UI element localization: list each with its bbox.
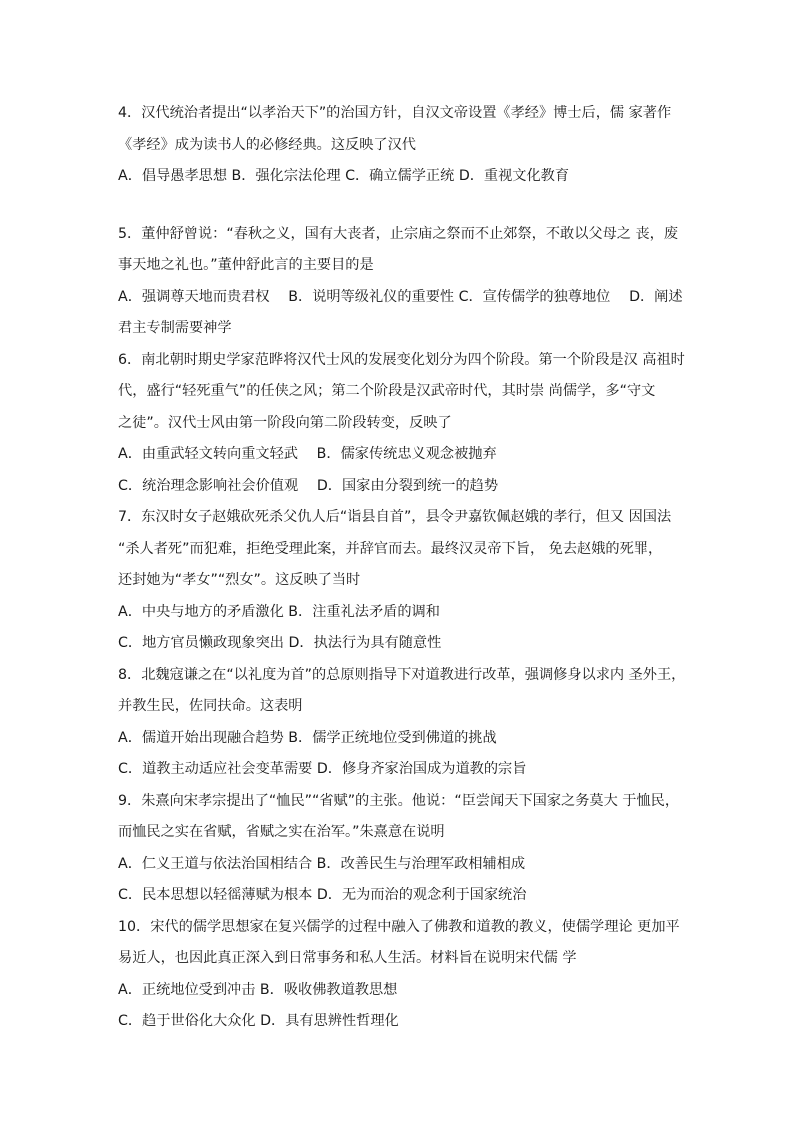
document-page [118, 98, 686, 1038]
question-stem-line: 9．朱熹向宋孝宗提出了“恤民”“省赋”的主张。他说：“臣尝闻天下国家之务莫大 于恤民， [118, 792, 680, 809]
answer-options: A．中央与地方的矛盾激化 B．注重礼法矛盾的调和 [118, 603, 440, 620]
question-stem-line: 8．北魏寇谦之在“以礼度为首”的总原则指导下对道教进行改革，强调修身以求内 圣外王， [118, 666, 686, 683]
question-stem-line: 4．汉代统治者提出“以孝治天下”的治国方针，自汉文帝设置《孝经》博士后，儒 家著作 [118, 105, 672, 121]
answer-options: A．由重武轻文转向重文轻武 B．儒家传统忠义观念被抛弃 [118, 446, 497, 462]
question-10 [118, 912, 680, 1038]
answer-options: C．统治理念影响社会价值观 D．国家由分裂到统一的趋势 [118, 477, 499, 494]
answer-options: C．地方官员懒政现象突出 D．执法行为具有随意性 [118, 635, 442, 651]
question-stem-line: 易近人，也因此真正深入到日常事务和私人生活。材料旨在说明宋代儒 学 [118, 950, 577, 966]
question-8 [118, 660, 686, 786]
question-4 [118, 98, 680, 193]
answer-options: A．仁义王道与依法治国相结合 B．改善民生与治理军政相辅相成 [118, 855, 526, 872]
question-stem-line: 而恤民之实在省赋，省赋之实在治军。”朱熹意在说明 [118, 824, 445, 840]
question-stem-line: 还封她为“孝女”“烈女”。这反映了当时 [118, 572, 361, 588]
question-stem-line: 《孝经》成为读书人的必修经典。这反映了汉代 [118, 136, 416, 153]
question-stem-line: 6．南北朝时期史学家范晔将汉代士风的发展变化划分为四个阶段。第一个阶段是汉 高祖时 [118, 351, 685, 368]
question-stem-line: 7．东汉时女子赵娥砍死杀父仇人后“诣县自首”，县令尹嘉钦佩赵娥的孝行，但又 因国法 [118, 509, 672, 525]
question-stem-line: “杀人者死”而犯难，拒绝受理此案，并辞官而去。最终汉灵帝下旨， 免去赵娥的死罪， [118, 540, 663, 557]
answer-options: C．民本思想以轻徭薄赋为根本 D．无为而治的观念利于国家统治 [118, 887, 527, 903]
question-stem-line: 之徒”。汉代士风由第一阶段向第二阶段转变，反映了 [118, 414, 452, 431]
question-stem-line: 事天地之礼也。”董仲舒此言的主要目的是 [118, 257, 374, 273]
question-stem-line: 代，盛行“轻死重气”的任侠之风；第二个阶段是汉武帝时代，其时崇 尚儒学，多“守文 [118, 383, 656, 399]
answer-options: C．道教主动适应社会变革需要 D．修身齐家治国成为道教的宗旨 [118, 761, 527, 777]
question-6 [118, 345, 685, 503]
question-stem-line: 并教生民，佐同扶命。这表明 [118, 698, 303, 714]
answer-options: A．强调尊天地而贵君权 B．说明等级礼仪的重要性 C．宣传儒学的独尊地位 D．阐述 [118, 288, 683, 305]
answer-options: A．正统地位受到冲击 B．吸收佛教道教思想 [118, 981, 398, 998]
spacer [118, 193, 680, 219]
answer-options: 君主专制需要神学 [118, 320, 232, 336]
answer-options: A．儒道开始出现融合趋势 B．儒学正统地位受到佛道的挑战 [118, 729, 497, 746]
answer-options: C．趋于世俗化大众化 D．具有思辨性哲理化 [118, 1013, 399, 1029]
question-7 [118, 502, 680, 660]
question-stem-line: 5．董仲舒曾说：“春秋之义，国有大丧者，止宗庙之祭而不止郊祭，不敢以父母之 丧，废 [118, 225, 679, 242]
question-stem-line: 10．宋代的儒学思想家在复兴儒学的过程中融入了佛教和道教的教义，使儒学理论 更加平 [118, 918, 680, 935]
question-9 [118, 786, 680, 912]
answer-options: A．倡导愚孝思想 B．强化宗法伦理 C．确立儒学正统 D．重视文化教育 [118, 168, 570, 184]
question-5 [118, 219, 683, 345]
